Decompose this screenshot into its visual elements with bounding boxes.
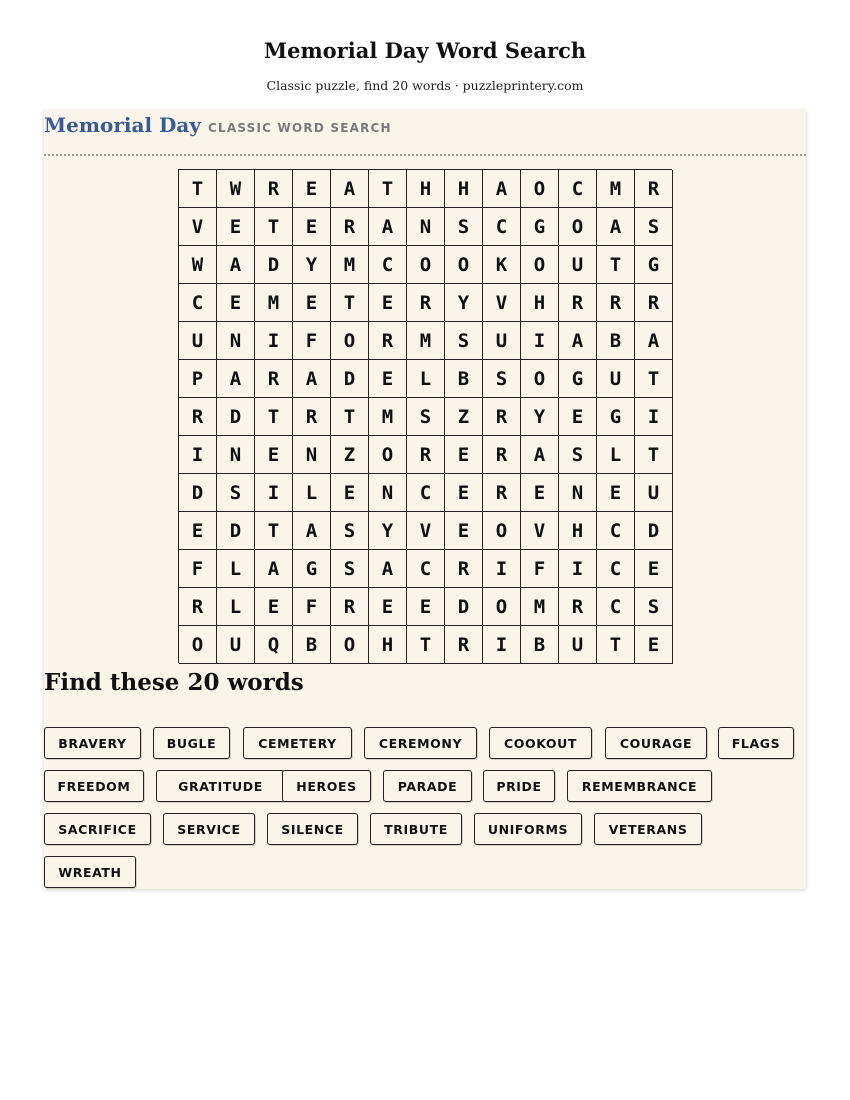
grid-cell: B: [293, 626, 331, 664]
grid-cell: C: [407, 550, 445, 588]
grid-cell: O: [483, 588, 521, 626]
grid-cell: R: [179, 588, 217, 626]
grid-cell: O: [331, 626, 369, 664]
grid-cell: D: [217, 398, 255, 436]
grid-cell: V: [483, 284, 521, 322]
grid-cell: V: [407, 512, 445, 550]
grid-cell: E: [217, 284, 255, 322]
grid-cell: S: [445, 208, 483, 246]
grid-cell: N: [407, 208, 445, 246]
grid-cell: G: [293, 550, 331, 588]
grid-cell: A: [293, 360, 331, 398]
grid-cell: D: [255, 246, 293, 284]
grid-cell: U: [483, 322, 521, 360]
grid-cell: R: [331, 208, 369, 246]
puzzle-brand-title: Memorial Day: [44, 113, 201, 137]
grid-cell: O: [369, 436, 407, 474]
grid-cell: O: [331, 322, 369, 360]
grid-cell: E: [597, 474, 635, 512]
grid-cell: M: [369, 398, 407, 436]
grid-cell: E: [445, 436, 483, 474]
grid-cell: R: [445, 626, 483, 664]
grid-cell: H: [559, 512, 597, 550]
grid-cell: C: [407, 474, 445, 512]
grid-cell: M: [407, 322, 445, 360]
grid-cell: R: [369, 322, 407, 360]
grid-cell: D: [635, 512, 673, 550]
grid-cell: F: [293, 588, 331, 626]
grid-cell: E: [331, 474, 369, 512]
word-list-heading: Find these 20 words: [44, 669, 304, 696]
grid-cell: R: [559, 588, 597, 626]
grid-cell: R: [483, 436, 521, 474]
grid-cell: R: [179, 398, 217, 436]
word-chip-sacrifice: SACRIFICE: [44, 813, 151, 845]
grid-cell: E: [559, 398, 597, 436]
grid-cell: T: [331, 398, 369, 436]
grid-cell: R: [483, 474, 521, 512]
page-title: Memorial Day Word Search: [263, 38, 587, 63]
grid-cell: I: [521, 322, 559, 360]
word-chip-bugle: BUGLE: [153, 727, 230, 759]
word-chip-tribute: TRIBUTE: [370, 813, 462, 845]
grid-cell: C: [597, 512, 635, 550]
word-chip-remembrance: REMEMBRANCE: [567, 770, 712, 802]
grid-cell: C: [179, 284, 217, 322]
grid-cell: T: [407, 626, 445, 664]
word-chip-ceremony: CEREMONY: [364, 727, 477, 759]
grid-cell: I: [635, 398, 673, 436]
grid-cell: M: [521, 588, 559, 626]
word-chip-uniforms: UNIFORMS: [474, 813, 582, 845]
grid-cell: H: [521, 284, 559, 322]
grid-cell: D: [331, 360, 369, 398]
grid-cell: A: [635, 322, 673, 360]
grid-cell: E: [293, 170, 331, 208]
grid-cell: T: [369, 170, 407, 208]
grid-cell: U: [179, 322, 217, 360]
letter-grid: [178, 169, 672, 663]
grid-cell: E: [635, 626, 673, 664]
grid-cell: G: [597, 398, 635, 436]
grid-cell: S: [483, 360, 521, 398]
grid-cell: A: [331, 170, 369, 208]
grid-cell: Z: [445, 398, 483, 436]
grid-cell: R: [255, 360, 293, 398]
grid-cell: G: [521, 208, 559, 246]
grid-cell: P: [179, 360, 217, 398]
grid-cell: D: [217, 512, 255, 550]
word-chip-bravery: BRAVERY: [44, 727, 141, 759]
word-chip-pride: PRIDE: [483, 770, 555, 802]
grid-cell: T: [255, 512, 293, 550]
grid-cell: U: [217, 626, 255, 664]
grid-cell: F: [521, 550, 559, 588]
grid-cell: R: [445, 550, 483, 588]
word-chip-cookout: COOKOUT: [489, 727, 592, 759]
grid-cell: Y: [293, 246, 331, 284]
grid-cell: E: [369, 360, 407, 398]
grid-cell: Y: [369, 512, 407, 550]
grid-cell: A: [597, 208, 635, 246]
grid-cell: T: [255, 398, 293, 436]
grid-cell: A: [217, 360, 255, 398]
grid-cell: O: [521, 246, 559, 284]
grid-cell: L: [407, 360, 445, 398]
grid-cell: S: [635, 588, 673, 626]
word-chip-veterans: VETERANS: [594, 813, 702, 845]
grid-cell: W: [217, 170, 255, 208]
grid-cell: T: [179, 170, 217, 208]
grid-cell: T: [331, 284, 369, 322]
grid-cell: R: [559, 284, 597, 322]
grid-cell: T: [597, 626, 635, 664]
grid-cell: R: [635, 170, 673, 208]
grid-cell: N: [217, 436, 255, 474]
grid-cell: V: [179, 208, 217, 246]
grid-cell: O: [521, 170, 559, 208]
grid-cell: A: [369, 550, 407, 588]
grid-cell: S: [331, 550, 369, 588]
grid-cell: K: [483, 246, 521, 284]
grid-cell: I: [483, 550, 521, 588]
grid-cell: H: [407, 170, 445, 208]
grid-cell: C: [597, 588, 635, 626]
grid-cell: F: [179, 550, 217, 588]
grid-cell: N: [293, 436, 331, 474]
grid-cell: I: [483, 626, 521, 664]
grid-cell: E: [255, 436, 293, 474]
grid-cell: S: [407, 398, 445, 436]
grid-cell: T: [255, 208, 293, 246]
grid-cell: R: [407, 436, 445, 474]
grid-cell: E: [293, 208, 331, 246]
grid-cell: R: [255, 170, 293, 208]
grid-cell: S: [445, 322, 483, 360]
grid-cell: R: [331, 588, 369, 626]
grid-cell: B: [445, 360, 483, 398]
word-chip-flags: FLAGS: [718, 727, 794, 759]
grid-cell: H: [445, 170, 483, 208]
grid-cell: U: [559, 246, 597, 284]
grid-cell: U: [635, 474, 673, 512]
puzzle-type-label: CLASSIC WORD SEARCH: [208, 121, 392, 135]
grid-cell: L: [293, 474, 331, 512]
grid-cell: D: [445, 588, 483, 626]
grid-cell: D: [179, 474, 217, 512]
grid-cell: G: [635, 246, 673, 284]
grid-cell: N: [217, 322, 255, 360]
grid-cell: R: [597, 284, 635, 322]
grid-cell: W: [179, 246, 217, 284]
word-chip-silence: SILENCE: [267, 813, 358, 845]
grid-cell: M: [331, 246, 369, 284]
grid-cell: Z: [331, 436, 369, 474]
grid-cell: O: [483, 512, 521, 550]
grid-cell: R: [635, 284, 673, 322]
word-chip-parade: PARADE: [383, 770, 472, 802]
grid-cell: A: [293, 512, 331, 550]
grid-cell: M: [597, 170, 635, 208]
grid-cell: I: [255, 474, 293, 512]
grid-cell: C: [559, 170, 597, 208]
grid-cell: O: [179, 626, 217, 664]
word-chip-courage: COURAGE: [605, 727, 707, 759]
word-chip-cemetery: CEMETERY: [243, 727, 352, 759]
word-chip-heroes: HEROES: [282, 770, 371, 802]
word-chip-service: SERVICE: [163, 813, 255, 845]
grid-cell: E: [179, 512, 217, 550]
card-header: [44, 110, 806, 156]
grid-cell: A: [483, 170, 521, 208]
grid-cell: T: [635, 360, 673, 398]
grid-cell: E: [369, 284, 407, 322]
grid-cell: E: [445, 512, 483, 550]
grid-cell: E: [407, 588, 445, 626]
grid-cell: M: [255, 284, 293, 322]
grid-cell: F: [293, 322, 331, 360]
grid-cell: E: [369, 588, 407, 626]
grid-cell: E: [255, 588, 293, 626]
grid-cell: B: [597, 322, 635, 360]
page-subtitle: Classic puzzle, find 20 words · puzzleprintery.com: [266, 78, 584, 93]
grid-cell: L: [217, 550, 255, 588]
grid-cell: R: [293, 398, 331, 436]
grid-cell: I: [255, 322, 293, 360]
grid-cell: S: [559, 436, 597, 474]
grid-cell: C: [369, 246, 407, 284]
word-chip-freedom: FREEDOM: [44, 770, 144, 802]
grid-cell: E: [293, 284, 331, 322]
grid-cell: V: [521, 512, 559, 550]
grid-cell: I: [179, 436, 217, 474]
grid-cell: N: [559, 474, 597, 512]
grid-cell: A: [369, 208, 407, 246]
grid-cell: S: [635, 208, 673, 246]
grid-cell: A: [521, 436, 559, 474]
grid-cell: T: [635, 436, 673, 474]
grid-cell: Y: [521, 398, 559, 436]
grid-cell: A: [255, 550, 293, 588]
grid-cell: R: [407, 284, 445, 322]
grid-cell: O: [407, 246, 445, 284]
grid-cell: S: [217, 474, 255, 512]
grid-cell: C: [483, 208, 521, 246]
grid-cell: E: [521, 474, 559, 512]
grid-cell: E: [217, 208, 255, 246]
grid-cell: U: [597, 360, 635, 398]
grid-cell: B: [521, 626, 559, 664]
grid-cell: R: [483, 398, 521, 436]
grid-cell: T: [597, 246, 635, 284]
grid-cell: C: [597, 550, 635, 588]
grid-cell: I: [559, 550, 597, 588]
grid-cell: L: [217, 588, 255, 626]
grid-cell: Y: [445, 284, 483, 322]
grid-cell: E: [445, 474, 483, 512]
grid-cell: L: [597, 436, 635, 474]
grid-cell: O: [445, 246, 483, 284]
grid-cell: H: [369, 626, 407, 664]
grid-cell: O: [559, 208, 597, 246]
grid-cell: Q: [255, 626, 293, 664]
word-chip-gratitude: GRATITUDE: [156, 770, 285, 802]
grid-cell: A: [559, 322, 597, 360]
grid-cell: G: [559, 360, 597, 398]
grid-cell: S: [331, 512, 369, 550]
word-chip-wreath: WREATH: [44, 856, 136, 888]
grid-cell: O: [521, 360, 559, 398]
grid-cell: E: [635, 550, 673, 588]
grid-cell: A: [217, 246, 255, 284]
grid-cell: U: [559, 626, 597, 664]
grid-cell: N: [369, 474, 407, 512]
puzzle-card: [44, 110, 806, 889]
